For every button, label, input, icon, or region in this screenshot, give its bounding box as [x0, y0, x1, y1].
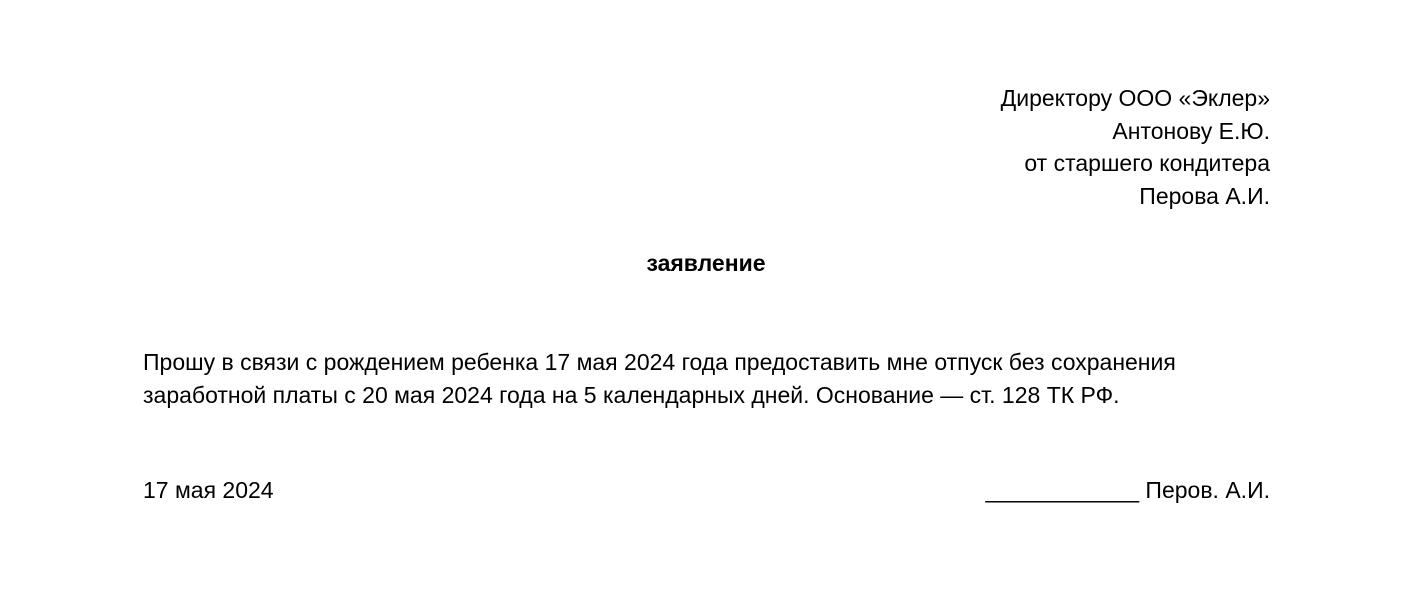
document-date: 17 мая 2024: [143, 477, 274, 503]
document-footer: [143, 473, 1270, 507]
addressee-line-sender: Перова А.И.: [1139, 182, 1270, 209]
signature-line: ____________ Перов. А.И.: [985, 477, 1270, 503]
application-body: [143, 346, 1283, 412]
document-title: заявление: [646, 250, 766, 276]
body-line-1: Прошу в связи с рождением ребенка 17 мая 2024 года предоставить мне отпуск без сохранения: [143, 349, 1176, 375]
addressee-block: [1001, 82, 1270, 212]
addressee-line-director: Директору ООО «Эклер»: [1000, 85, 1270, 111]
addressee-line-name: Антонову Е.Ю.: [1112, 117, 1270, 144]
body-line-2: заработной платы с 20 мая 2024 года на 5 календарных дней. Основание — ст. 128 ТК РФ.: [143, 382, 1120, 408]
addressee-line-from: от старшего кондитера: [1024, 150, 1270, 176]
